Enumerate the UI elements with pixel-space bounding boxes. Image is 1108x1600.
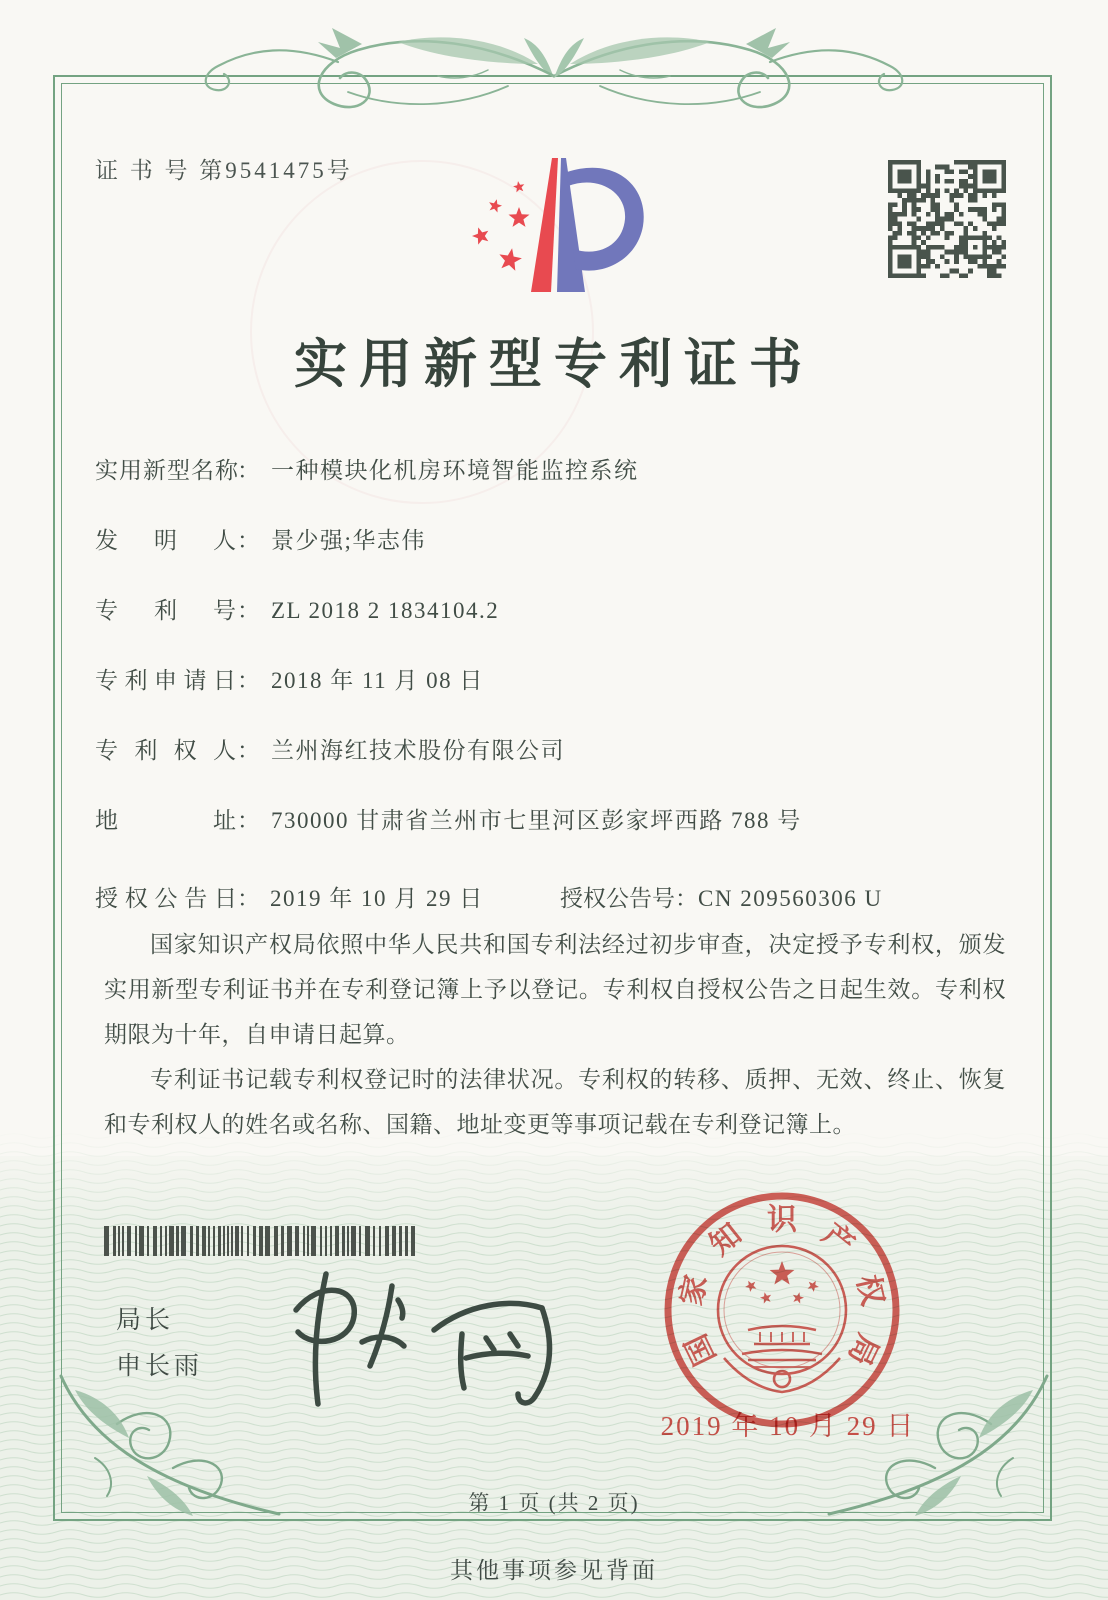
grant-date-label: 授权公告日 — [95, 886, 237, 911]
svg-text:国: 国 — [679, 1328, 723, 1371]
colon: ： — [237, 738, 261, 763]
grant-number-group — [560, 880, 883, 913]
colon: ： — [237, 528, 261, 553]
field-value: 2018 年 11 月 08 日 — [271, 668, 484, 693]
colon: ： — [237, 808, 261, 833]
back-side-note: 其他事项参见背面 — [450, 1558, 658, 1583]
field-label: 发明人 — [95, 528, 237, 553]
certificate-title: 实用新型专利证书 — [294, 336, 814, 394]
officer-name: 申长雨 — [116, 1353, 204, 1380]
certificate-number: 证 书 号 第9541475号 — [95, 158, 353, 183]
field-row-name — [95, 452, 1025, 522]
svg-text:局: 局 — [841, 1328, 885, 1371]
colon: ： — [237, 458, 261, 483]
seal-date: 2019 年 10 月 29 日 — [660, 1411, 916, 1441]
grant-number-value: CN 209560306 U — [698, 886, 883, 911]
dragon-ornament-icon — [150, 14, 958, 132]
grant-number-label: 授权公告号 — [560, 886, 675, 911]
page-number: 第 1 页 (共 2 页) — [468, 1491, 640, 1515]
svg-text:识: 识 — [767, 1203, 797, 1237]
field-row-filing-date — [95, 662, 1025, 732]
field-value: 730000 甘肃省兰州市七里河区彭家坪西路 788 号 — [271, 808, 802, 833]
field-value: 兰州海红技术股份有限公司 — [271, 738, 565, 763]
field-label: 实用新型名称 — [95, 458, 239, 483]
colon: ： — [237, 668, 261, 693]
field-value: ZL 2018 2 1834104.2 — [271, 598, 500, 623]
field-value: 景少强;华志伟 — [271, 528, 426, 553]
colon: ： — [237, 598, 261, 623]
cnipa-logo-icon — [455, 146, 645, 296]
field-label: 专利申请日 — [95, 668, 237, 693]
qr-code — [888, 160, 1006, 278]
field-value: 一种模块化机房环境智能监控系统 — [271, 458, 639, 483]
field-label: 专利权人 — [95, 738, 237, 763]
svg-text:知: 知 — [703, 1217, 748, 1262]
svg-text:产: 产 — [816, 1217, 861, 1262]
field-label: 地址 — [95, 808, 237, 833]
field-list — [95, 452, 1025, 872]
field-row-address — [95, 802, 1025, 872]
officer-role: 局长 — [116, 1307, 175, 1334]
grant-date-value: 2019 年 10 月 29 日 — [270, 886, 484, 911]
official-seal-icon — [654, 1182, 910, 1438]
field-row-patentee — [95, 732, 1025, 802]
legal-paragraph-2: 专利证书记载专利权登记时的法律状况。专利权的转移、质押、无效、终止、恢复和专利权人的姓名或名称、国籍、地址变更等事项记载在专利登记簿上。 — [104, 1067, 1006, 1137]
colon: ： — [237, 886, 260, 911]
svg-text:家: 家 — [674, 1272, 714, 1309]
legal-text — [104, 922, 1006, 1147]
legal-paragraph-1: 国家知识产权局依照中华人民共和国专利法经过初步审查，决定授予专利权，颁发实用新型专利证书并在专利登记簿上予以登记。专利权自授权公告之日起生效。专利权期限为十年，自申请日起算。 — [104, 932, 1006, 1047]
svg-text:权: 权 — [850, 1272, 890, 1309]
field-row-inventor — [95, 522, 1025, 592]
grant-row — [95, 880, 1025, 913]
director-signature — [262, 1246, 572, 1414]
field-row-patent-no — [95, 592, 1025, 662]
colon: ： — [675, 886, 698, 911]
field-label: 专利号 — [95, 598, 237, 623]
